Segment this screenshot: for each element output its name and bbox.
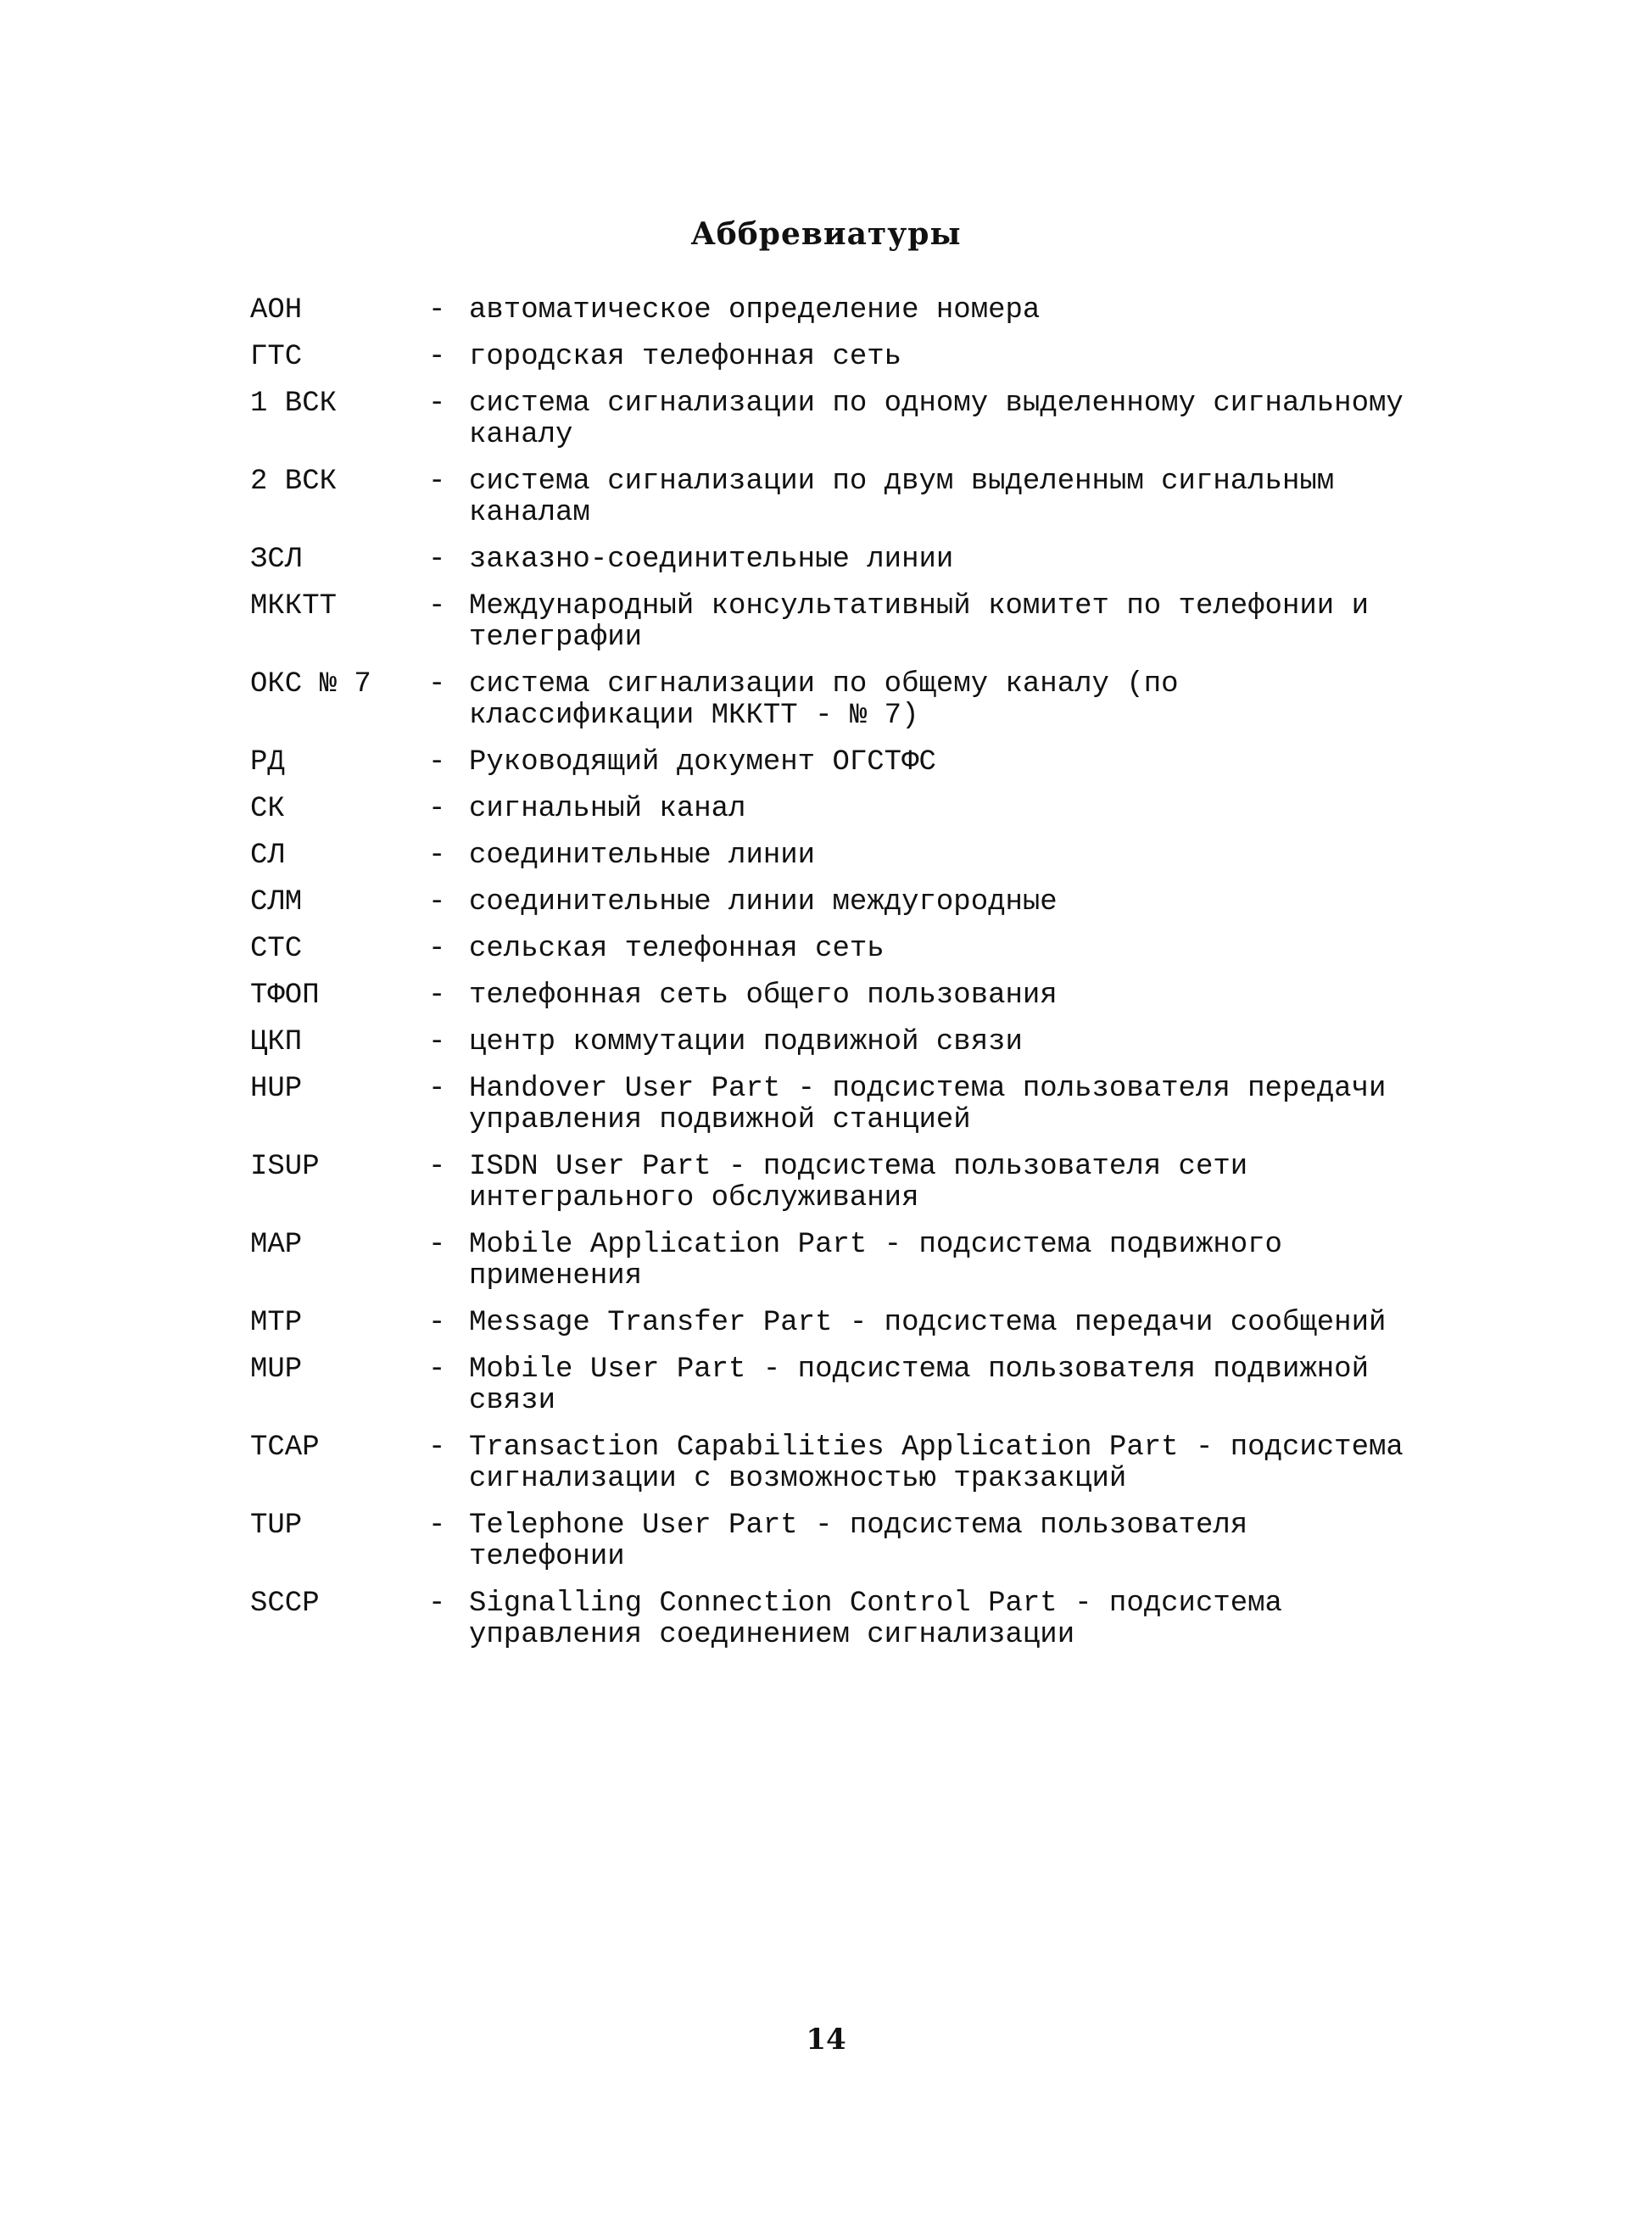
abbreviation-dash: -	[428, 544, 446, 576]
abbreviation-entry	[250, 342, 1454, 373]
abbreviation-entry	[250, 669, 1454, 732]
abbreviation-term: ОКС № 7	[250, 668, 371, 700]
abbreviation-dash: -	[428, 590, 446, 622]
abbreviation-term: HUP	[250, 1073, 303, 1105]
abbreviation-definition: система сигнализации по общему каналу (по классификации МККТТ - № 7)	[469, 668, 1179, 732]
abbreviation-term: СТС	[250, 933, 303, 965]
abbreviation-dash: -	[428, 1073, 446, 1105]
abbreviation-entry	[250, 1432, 1454, 1495]
abbreviation-entry	[250, 466, 1454, 529]
abbreviation-term: СЛМ	[250, 886, 303, 918]
abbreviation-entry	[250, 295, 1454, 327]
abbreviation-definition: Message Transfer Part - подсистема передачи сообщений	[469, 1307, 1387, 1339]
abbreviation-dash: -	[428, 294, 446, 327]
page-number: 14	[806, 2023, 846, 2057]
abbreviation-definition: автоматическое определение номера	[469, 294, 1041, 327]
abbreviation-entry	[250, 794, 1454, 825]
abbreviation-definition: телефонная сеть общего пользования	[469, 980, 1058, 1012]
abbreviation-entry	[250, 1152, 1454, 1214]
abbreviation-dash: -	[428, 840, 446, 872]
abbreviation-definition: ISDN User Part - подсистема пользователя сети интегрального обслуживания	[469, 1151, 1248, 1214]
abbreviation-term: TCAP	[250, 1432, 320, 1464]
abbreviation-dash: -	[428, 668, 446, 700]
abbreviation-term: ISUP	[250, 1151, 320, 1183]
abbreviation-entry	[250, 1510, 1454, 1573]
abbreviation-definition: Mobile User Part - подсистема пользователя подвижной связи	[469, 1354, 1369, 1417]
abbreviation-definition: система сигнализации по одному выделенному сигнальному каналу	[469, 388, 1404, 451]
abbreviation-definition: сигнальный канал	[469, 793, 746, 825]
abbreviation-dash: -	[428, 746, 446, 779]
abbreviation-term: ЗСЛ	[250, 544, 303, 576]
abbreviation-definition: заказно-соединительные линии	[469, 544, 954, 576]
abbreviation-dash: -	[428, 1510, 446, 1542]
abbreviation-entry	[250, 591, 1454, 654]
abbreviation-definition: соединительные линии	[469, 840, 816, 872]
abbreviation-entry	[250, 1230, 1454, 1292]
abbreviation-definition: Telephone User Part - подсистема пользователя телефонии	[469, 1510, 1248, 1573]
abbreviation-entry	[250, 980, 1454, 1012]
abbreviation-term: АОН	[250, 294, 303, 327]
abbreviation-dash: -	[428, 1307, 446, 1339]
abbreviation-dash: -	[428, 466, 446, 498]
abbreviation-entry	[250, 887, 1454, 918]
abbreviation-entry	[250, 747, 1454, 779]
abbreviation-definition: Mobile Application Part - подсистема подвижного применения	[469, 1229, 1282, 1292]
abbreviation-term: TUP	[250, 1510, 303, 1542]
abbreviation-definition: Международный консультативный комитет по телефонии и телеграфии	[469, 590, 1369, 654]
abbreviation-entry	[250, 1308, 1454, 1339]
abbreviation-dash: -	[428, 1588, 446, 1620]
abbreviation-definition: соединительные линии междугородные	[469, 886, 1058, 918]
abbreviation-term: SCCP	[250, 1588, 320, 1620]
abbreviation-term: MUP	[250, 1354, 303, 1386]
abbreviation-dash: -	[428, 1432, 446, 1464]
abbreviation-definition: Transaction Capabilities Application Part - подсистема сигнализации с возможностью тракзакций	[469, 1432, 1404, 1495]
abbreviation-dash: -	[428, 793, 446, 825]
abbreviation-definition: система сигнализации по двум выделенным сигнальным каналам	[469, 466, 1335, 529]
abbreviation-dash: -	[428, 886, 446, 918]
abbreviation-term: ТФОП	[250, 980, 320, 1012]
abbreviation-dash: -	[428, 341, 446, 373]
abbreviation-dash: -	[428, 933, 446, 965]
abbreviation-term: 1 ВСК	[250, 388, 338, 420]
abbreviation-definition: Signalling Connection Control Part - подсистема управления соединением сигнализации	[469, 1588, 1282, 1651]
abbreviation-entry	[250, 1588, 1454, 1651]
abbreviation-entry	[250, 544, 1454, 576]
abbreviation-term: 2 ВСК	[250, 466, 338, 498]
abbreviation-entry	[250, 1354, 1454, 1417]
abbreviation-dash: -	[428, 1229, 446, 1261]
page-title: Аббревиатуры	[690, 216, 962, 252]
abbreviation-dash: -	[428, 1026, 446, 1058]
abbreviation-entry	[250, 388, 1454, 451]
abbreviation-term: ЦКП	[250, 1026, 303, 1058]
abbreviation-term: MTP	[250, 1307, 303, 1339]
abbreviation-entry	[250, 934, 1454, 965]
abbreviation-term: СК	[250, 793, 285, 825]
abbreviation-dash: -	[428, 388, 446, 420]
abbreviation-term: РД	[250, 746, 285, 779]
abbreviation-dash: -	[428, 1151, 446, 1183]
abbreviation-definition: сельская телефонная сеть	[469, 933, 885, 965]
abbreviation-definition: центр коммутации подвижной связи	[469, 1026, 1023, 1058]
abbreviation-definition: Handover User Part - подсистема пользователя передачи управления подвижной станцией	[469, 1073, 1387, 1136]
abbreviation-dash: -	[428, 1354, 446, 1386]
abbreviation-dash: -	[428, 980, 446, 1012]
abbreviation-term: ГТС	[250, 341, 303, 373]
abbreviation-term: МККТТ	[250, 590, 338, 622]
abbreviation-entry	[250, 1074, 1454, 1136]
abbreviation-term: СЛ	[250, 840, 285, 872]
abbreviation-entry	[250, 840, 1454, 872]
abbreviation-list	[250, 295, 1454, 1666]
abbreviation-definition: Руководящий документ ОГСТФС	[469, 746, 936, 779]
abbreviation-definition: городская телефонная сеть	[469, 341, 902, 373]
abbreviation-entry	[250, 1027, 1454, 1058]
abbreviation-term: MAP	[250, 1229, 303, 1261]
